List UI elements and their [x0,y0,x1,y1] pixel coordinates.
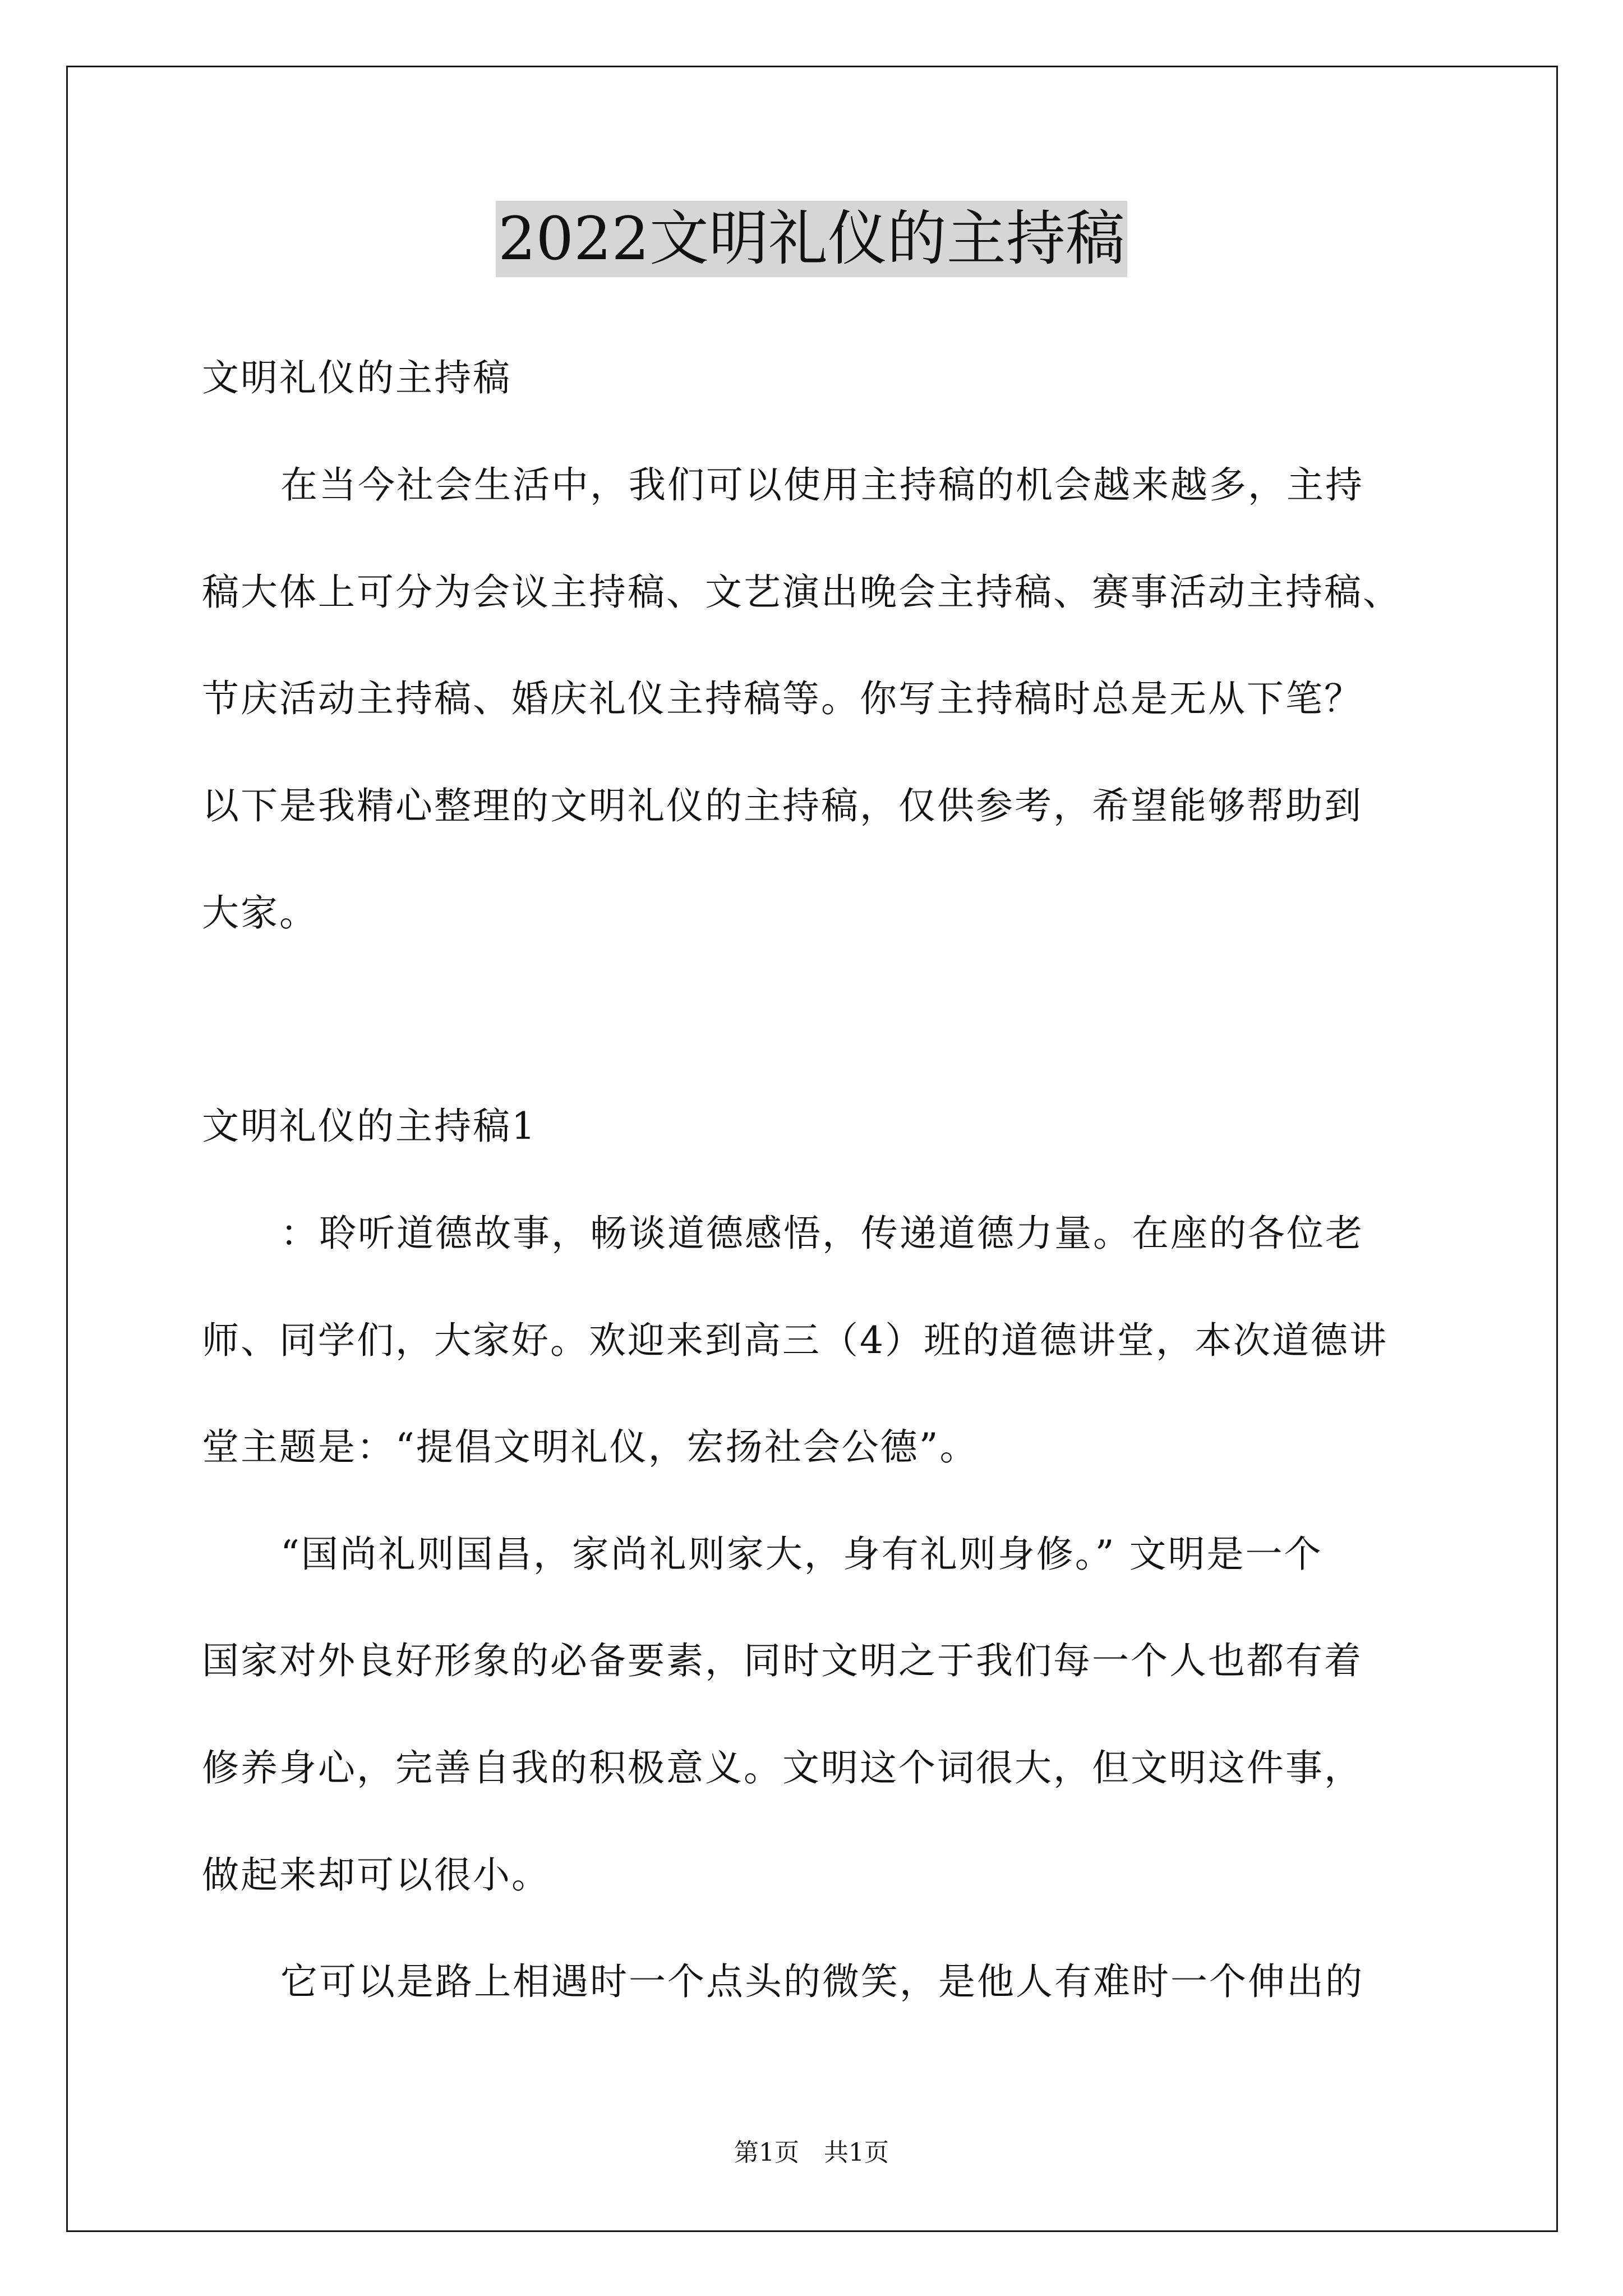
body-line: ：聆听道德故事，畅谈道德感悟，传递道德力量。在座的各位老 [280,1212,1364,1255]
intro-line: 节庆活动主持稿、婚庆礼仪主持稿等。你写主持稿时总是无从下笔？ [202,677,1363,720]
intro-line: 大家。 [202,891,318,935]
document-title: 2022文明礼仪的主持稿 [496,201,1127,277]
section-heading: 文明礼仪的主持稿1 [202,1105,537,1148]
intro-line: 稿大体上可分为会议主持稿、文艺演出晚会主持稿、赛事活动主持稿、 [202,570,1401,614]
body-line: 国家对外良好形象的必备要素，同时文明之于我们每一个人也都有着 [202,1639,1363,1682]
body-line: “国尚礼则国昌，家尚礼则家大，身有礼则身修。” 文明是一个 [280,1533,1323,1576]
body-line: 修养身心，完善自我的积极意义。文明这个词很大，但文明这件事， [202,1746,1363,1789]
document-subtitle: 文明礼仪的主持稿 [202,356,511,399]
body-line: 师、同学们，大家好。欢迎来到高三（4）班的道德讲堂，本次道德讲 [202,1319,1388,1362]
page-number-footer: 第1页 共1页 [734,2138,889,2167]
body-line: 它可以是路上相遇时一个点头的微笑，是他人有难时一个伸出的 [280,1960,1364,2003]
intro-line: 在当今社会生活中，我们可以使用主持稿的机会越来越多，主持 [280,463,1364,507]
body-line: 堂主题是：“提倡文明礼仪，宏扬社会公德”。 [202,1425,979,1469]
title-container [0,201,1623,277]
body-line: 做起来却可以很小。 [202,1853,550,1897]
intro-line: 以下是我精心整理的文明礼仪的主持稿，仅供参考，希望能够帮助到 [202,784,1363,827]
